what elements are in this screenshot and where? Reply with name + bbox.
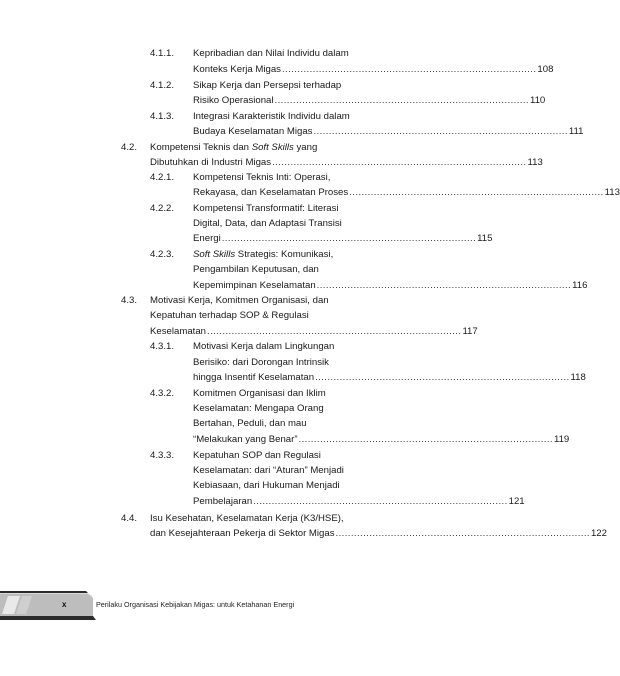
- dot-leader: ...................................................................................: [281, 64, 537, 75]
- toc-number: 4.3.1.: [150, 341, 175, 352]
- toc-entry-4-1-1[interactable]: [193, 64, 554, 76]
- toc-number: 4.2.2.: [150, 203, 175, 214]
- toc-entry-text: Sikap Kerja dan Persepsi terhadap: [193, 80, 342, 91]
- toc-page-number: 115: [477, 233, 493, 244]
- toc-entry-text: Komitmen Organisasi dan Iklim: [193, 388, 326, 399]
- toc-page-number: 110: [529, 95, 546, 106]
- toc-entry-text: Keselamatan: [150, 326, 206, 337]
- toc-entry-text: Pengambilan Keputusan, dan: [193, 264, 319, 275]
- toc-entry-4-3-2[interactable]: [193, 434, 570, 446]
- toc-entry-text: Kebiasaan, dari Hukuman Menjadi: [193, 480, 340, 491]
- toc-entry-text: Dibutuhkan di Industri Migas: [150, 157, 272, 168]
- dot-leader: ...................................................................................: [253, 496, 508, 507]
- toc-number: 4.2.: [121, 142, 138, 153]
- toc-entry-text: Bertahan, Peduli, dan mau: [193, 418, 307, 429]
- toc-entry-text: Motivasi Kerja dalam Lingkungan: [193, 341, 335, 352]
- toc-page-number: 116: [572, 280, 588, 291]
- page-number-roman: x: [62, 600, 67, 609]
- dot-leader: ...................................................................................: [349, 187, 604, 198]
- toc-entry-text: hingga Insentif Keselamatan: [193, 372, 315, 383]
- toc-entry-text: Kepribadian dan Nilai Individu dalam: [193, 48, 349, 59]
- running-footer-title: Perilaku Organisasi Kebijakan Migas: untuk Ketahanan Energi: [96, 600, 295, 609]
- toc-entry-4-1-3[interactable]: [193, 126, 584, 138]
- dot-leader: ...................................................................................: [274, 95, 529, 106]
- toc-entry-text: Kepemimpinan Keselamatan: [193, 280, 316, 291]
- toc-number: 4.1.2.: [150, 80, 175, 91]
- toc-page-number: 119: [553, 434, 570, 445]
- toc-entry-text: Digital, Data, dan Adaptasi Transisi: [193, 218, 342, 229]
- toc-number: 4.3.3.: [150, 450, 175, 461]
- toc-entry-text: Keselamatan: dari “Aturan” Menjadi: [193, 465, 344, 476]
- toc-entry-text: [150, 142, 317, 154]
- dot-leader: ...................................................................................: [335, 528, 590, 539]
- dot-leader: ...................................................................................: [315, 372, 570, 383]
- toc-entry-text: Isu Kesehatan, Keselamatan Kerja (K3/HSE),: [150, 513, 344, 524]
- footer-stripe-top: [0, 591, 88, 593]
- toc-entry-text: Berisiko: dari Dorongan Intrinsik: [193, 357, 329, 368]
- toc-entry-4-3[interactable]: [150, 326, 478, 338]
- toc-number: 4.2.1.: [150, 172, 175, 183]
- toc-entry-text: Rekayasa, dan Keselamatan Proses: [193, 187, 349, 198]
- toc-entry-text: Kepatuhan SOP dan Regulasi: [193, 450, 321, 461]
- dot-leader: ...................................................................................: [298, 434, 553, 445]
- toc-entry-text: Pembelajaran: [193, 496, 253, 507]
- toc-entry-text: Keselamatan: Mengapa Orang: [193, 403, 324, 414]
- toc-entry-text: Energi: [193, 233, 221, 244]
- toc-entry-text-part: yang: [293, 142, 318, 153]
- toc-entry-4-2[interactable]: [150, 157, 543, 169]
- toc-number: 4.4.: [121, 513, 138, 524]
- dot-leader: ...................................................................................: [272, 157, 527, 168]
- toc-entry-text: “Melakukan yang Benar”: [193, 434, 298, 445]
- toc-number: 4.3.: [121, 295, 138, 306]
- toc-number: 4.2.3.: [150, 249, 175, 260]
- toc-entry-text: Konteks Kerja Migas: [193, 64, 281, 75]
- toc-page-number: 108: [537, 64, 554, 75]
- toc-entry-4-2-2[interactable]: [193, 233, 493, 245]
- toc-entry-text: Kompetensi Transformatif: Literasi: [193, 203, 339, 214]
- toc-entry-4-2-1[interactable]: [193, 187, 620, 199]
- toc-number: 4.1.1.: [150, 48, 175, 59]
- toc-entry-text-italic: Soft Skills: [193, 249, 236, 260]
- dot-leader: ...................................................................................: [207, 326, 462, 337]
- toc-entry-text: dan Kesejahteraan Pekerja di Sektor Migas: [150, 528, 335, 539]
- toc-page-number: 122: [590, 528, 607, 539]
- footer-stripe-bottom: [0, 616, 96, 620]
- toc-page-number: 117: [462, 326, 478, 337]
- toc-page-number: 121: [508, 496, 525, 507]
- toc-entry-4-3-1[interactable]: [193, 372, 586, 384]
- toc-entry-text: Risiko Operasional: [193, 95, 274, 106]
- toc-entry-4-2-3[interactable]: [193, 280, 588, 292]
- toc-entry-text: [193, 249, 333, 261]
- toc-entry-4-3-3[interactable]: [193, 496, 525, 508]
- toc-entry-4-1-2[interactable]: [193, 95, 546, 107]
- toc-entry-4-4[interactable]: [150, 528, 607, 540]
- toc-entry-text: Kepatuhan terhadap SOP & Regulasi: [150, 310, 309, 321]
- dot-leader: ...................................................................................: [313, 126, 568, 137]
- toc-entry-text-part: Strategis: Komunikasi,: [235, 249, 334, 260]
- toc-entry-text: Kompetensi Teknis Inti: Operasi,: [193, 172, 331, 183]
- toc-page-number: 113: [527, 157, 543, 168]
- toc-entry-text: Budaya Keselamatan Migas: [193, 126, 313, 137]
- toc-entry-text-italic: Soft Skills: [251, 142, 294, 153]
- toc-number: 4.1.3.: [150, 111, 175, 122]
- dot-leader: ...................................................................................: [221, 233, 477, 244]
- toc-number: 4.3.2.: [150, 388, 175, 399]
- toc-page-number: 111: [568, 126, 584, 137]
- toc-page-number: 113: [604, 187, 620, 198]
- toc-entry-text: Motivasi Kerja, Komitmen Organisasi, dan: [150, 295, 329, 306]
- toc-page-number: 118: [570, 372, 586, 383]
- dot-leader: ...................................................................................: [316, 280, 572, 291]
- toc-entry-text-part: Kompetensi Teknis dan: [150, 142, 252, 153]
- toc-entry-text: Integrasi Karakteristik Individu dalam: [193, 111, 350, 122]
